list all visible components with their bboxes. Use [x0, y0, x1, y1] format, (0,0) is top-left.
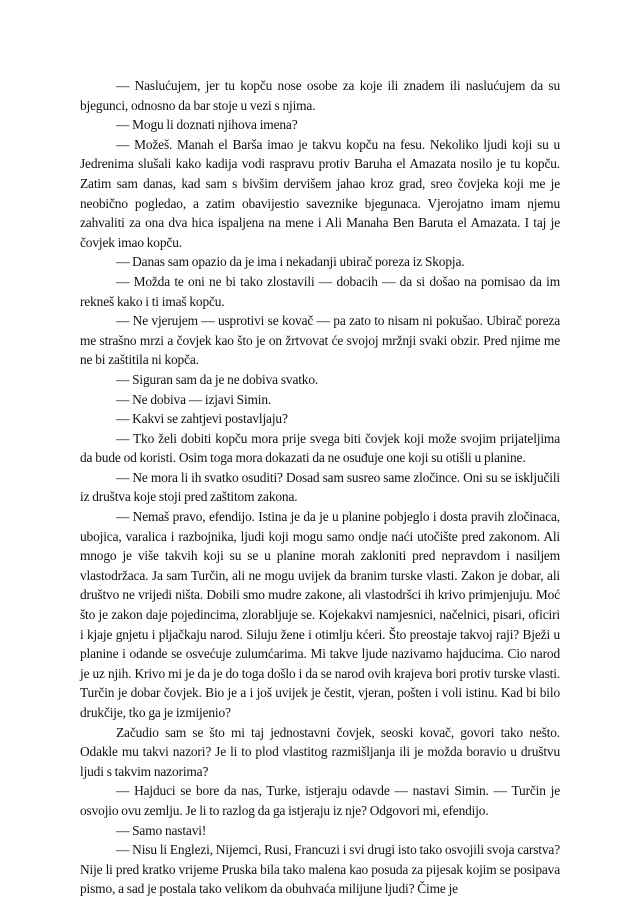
paragraph: — Kakvi se zahtjevi postavljaju?	[116, 411, 288, 427]
paragraph: — Hajduci se bore da nas, Turke, istjeraju odavde — nastavi Simin. — Turčin je osvojio ovu zemlju. Je li to razlog da ga istjeraju iz nje? Odgovori mi, efendijo.	[80, 783, 560, 818]
paragraph: — Danas sam opazio da je ima i nekadanji ubirač poreza iz Skopja.	[116, 254, 465, 270]
paragraph: — Ne mora li ih svatko osuditi? Dosad sam susreo same zločince. Oni su se isključili iz društva koje stoji pred zaštitom zakona.	[80, 469, 560, 505]
paragraph: — Tko želi dobiti kopču mora prije svega biti čovjek koji može svojim prijateljima da bude od koristi. Osim toga mora dokazati da ne osuđuje one koji su otišli u planine.	[80, 430, 560, 466]
paragraph: — Naslućujem, jer tu kopču nose osobe za koje ili znadem ili naslućujem da su bjegunci, odnosno da bar stoje u vezi s njima.	[80, 78, 560, 113]
paragraph: — Možeš. Manah el Barša imao je takvu kopču na fesu. Nekoliko ljudi koji su u Jedrenima slušali kako kadija vodi raspravu protiv Baruha el Amazata nosilo je tu kopču. Zatim sam danas, kad sam s bivšim dervišem jahao kroz grad, sreo čovjeka koji me je neobično pogledao, a zatim obavijestio saveznike bjegunaca. Vjerojatno imam njemu zahvaliti za ona dva hica ispaljena na mene i Ali Manaha Ben Baruta el Amazata. I taj je čovjek imao kopču.	[80, 136, 560, 250]
body-text	[80, 76, 560, 899]
paragraph: — Samo nastavi!	[116, 822, 207, 838]
paragraph: — Nemaš pravo, efendijo. Istina je da je u planine pobjeglo i dosta pravih zločinaca, ubojica, varalica i razbojnika, ljudi koji mogu samo ondje naći utočište pred zakonom. Ali mnogo je više takvih koji su se u planine morah zakloniti pred nepravdom i nasiljem vlastodržaca. Ja sam Turčin, ali ne mogu uvijek da branim turske vlasti. Zakon je dobar, ali društvo ne vrijedi ništa. Dobili smo mudre zakone, ali vlastodršci ih krivo primjenjuju. Moć što je zakon daje pojedincima, zlorabljuje se. Kojekakvi namjesnici, načelnici, pisari, oficiri i kjaje gnjetu i pljačkaju narod. Siluju žene i otimlju kćeri. Što preostaje takvoj raji? Bježi u planine i odande se osvećuje zulumćarima. Mi takve ljude nazivamo hajducima. Cio narod je uz njih. Krivo mi je da je do toga došlo i da se narod ovih krajeva bori protiv turske vlasti. Turčin je dobar čovjek. Bio je a i još uvijek je čestit, vjeran, pošten i voli istinu. Kad bi bilo drukčije, tko ga je izmijenio?	[80, 509, 560, 720]
paragraph: — Mogu li doznati njihova imena?	[116, 117, 298, 133]
paragraph: — Možda te oni ne bi tako zlostavili — dobacih — da si došao na pomisao da im rekneš kako i ti imaš kopču.	[80, 273, 560, 309]
paragraph: — Siguran sam da je ne dobiva svatko.	[116, 371, 319, 387]
paragraph: — Ne vjerujem — usprotivi se kovač — pa zato to nisam ni pokušao. Ubirač poreza me strašno mrzi a čovjek kao što je on žrtvovat će svojoj mržnji svaki obzir. Pred njime me ne bi zaštitila ni kopča.	[80, 313, 560, 368]
paragraph: Začudio sam se što mi taj jednostavni čovjek, seoski kovač, govori tako nešto. Odakle mu takvi nazori? Je li to plod vlastitog razmišljanja ili je možda boravio u društvu ljudi s takvim nazorima?	[80, 724, 560, 779]
paragraph: — Ne dobiva — izjavi Simin.	[116, 391, 272, 407]
paragraph: — Nisu li Englezi, Nijemci, Rusi, Francuzi i svi drugi isto tako osvojili svoja carstva? Nije li pred kratko vrijeme Pruska bila tako malena kao posuda za pijesak kojim se posipava pismo, a sad je postala tako velikom da obuhvaća milijune ljudi? Čime je	[80, 842, 560, 897]
